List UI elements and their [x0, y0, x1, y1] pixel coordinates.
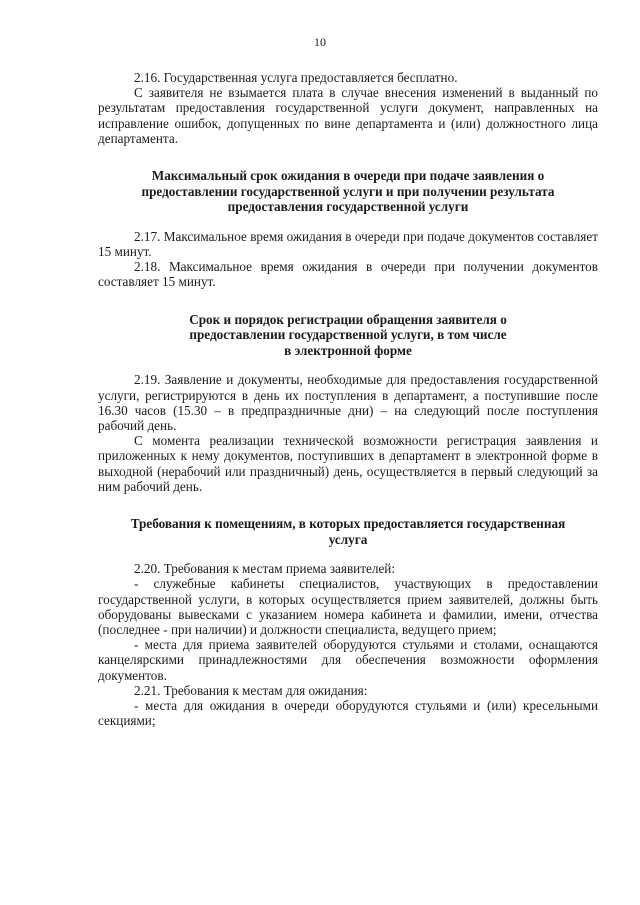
paragraph-2-20: 2.20. Требования к местам приема заявителей: [134, 561, 396, 577]
paragraph-2-17: 2.17. Максимальное время ожидания в очереди при подаче документов составляет 15 минут. [98, 228, 598, 259]
paragraph-2-20-offices: - служебные кабинеты специалистов, участвующих в предоставлении государственной услуги, в которых осуществляется прием заявителей, должны быть оборудованы вывесками с указанием номера кабинета и фамилии, имени, отчества (последнее - при наличии) и должности специалиста, ведущего прием; [98, 576, 598, 638]
heading-waiting-time-line-3: предоставления государственной услуги [227, 199, 469, 215]
heading-registration-line-2: предоставлении государственной услуги, в том числе [189, 327, 507, 343]
paragraph-2-20-reception: - места для приема заявителей оборудуются стульями и столами, оснащаются канцелярскими принадлежностями для обеспечения возможности оформления документов. [98, 637, 598, 683]
paragraph-2-18: 2.18. Максимальное время ожидания в очереди при получении документов составляет 15 минут. [98, 259, 598, 290]
heading-registration-line-1: Срок и порядок регистрации обращения заявителя о [189, 311, 507, 327]
document-body [98, 70, 598, 728]
paragraph-2-16-fee: С заявителя не взымается плата в случае внесения изменений в выданный по результатам предоставления государственной услуги документ, направленных на исправление ошибок, допущенных по вине департамента и (или) должностного лица департамента. [98, 85, 598, 146]
paragraph-2-19: 2.19. Заявление и документы, необходимые для предоставления государственной услуги, регистрируются в день их поступления в департамент, а поступившие после 16.30 часов (15.30 – в предпраздничные дни) – на следующий после поступления рабочий день. [98, 372, 598, 433]
paragraph-2-16: 2.16. Государственная услуга предоставляется бесплатно. [134, 70, 458, 85]
heading-premises-line-2: услуга [328, 531, 368, 547]
heading-premises-line-1: Требования к помещениям, в которых предоставляется государственная [130, 516, 566, 532]
heading-waiting-time-line-1: Максимальный срок ожидания в очереди при подаче заявления о [151, 168, 545, 184]
paragraph-2-21-waiting: - места для ожидания в очереди оборудуются стульями и (или) кресельными секциями; [98, 698, 598, 729]
paragraph-2-21: 2.21. Требования к местам для ожидания: [134, 682, 368, 698]
heading-registration-line-3: в электронной форме [284, 342, 412, 358]
page-number: 10 [314, 35, 326, 49]
paragraph-2-19-electronic: С момента реализации технической возможности регистрация заявления и приложенных к нему документов, поступивших в департамент в электронной форме в выходной (нерабочий или праздничный) день, осуществляется в первый следующий за ним рабочий день. [98, 433, 598, 494]
heading-waiting-time-line-2: предоставлении государственной услуги и при получении результата [141, 183, 555, 199]
